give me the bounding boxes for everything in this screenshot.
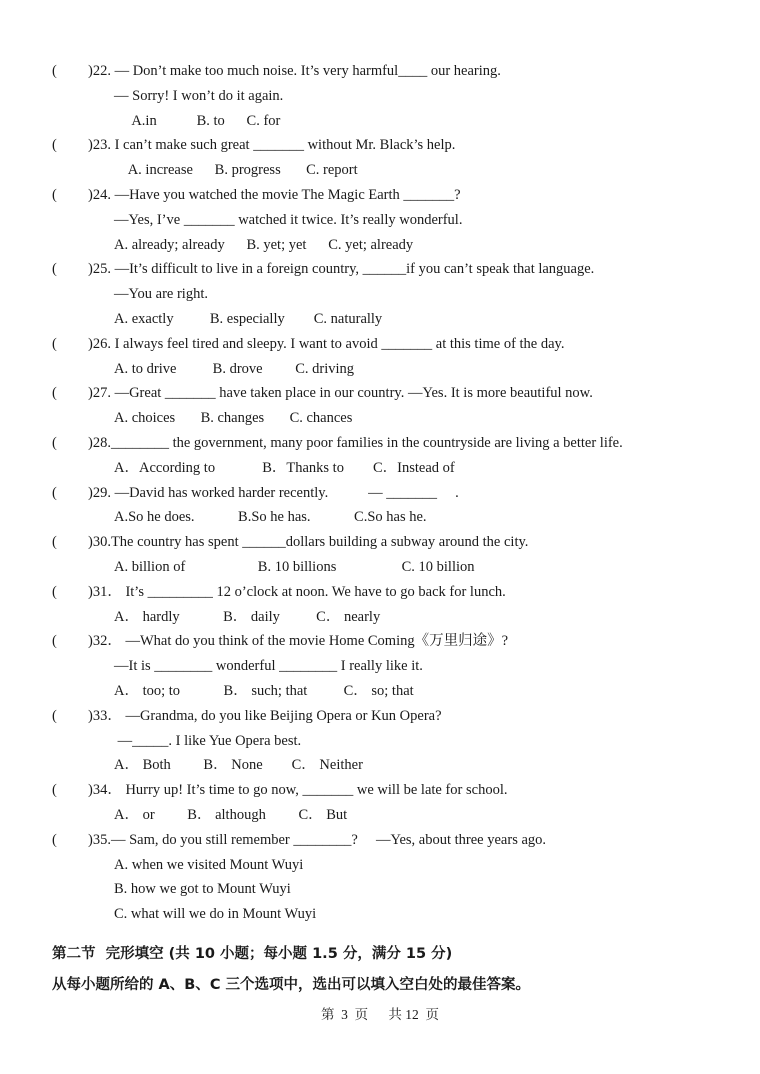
answer-paren: ( xyxy=(52,782,57,799)
question-stem: )28.________ the government, many poor families in the countryside are living a better life. xyxy=(88,435,623,451)
answer-paren: ( xyxy=(52,534,57,551)
question-stem: )30.The country has spent ______dollars building a subway around the city. xyxy=(88,534,529,551)
answer-paren: ( xyxy=(52,335,57,352)
answer-paren: ( xyxy=(52,63,57,79)
question-line: A. exactly B. especially C. naturally xyxy=(114,311,383,327)
answer-paren: ( xyxy=(52,187,57,203)
answer-paren: ( xyxy=(52,831,57,848)
question-line: A． too; to B． such; that C． so; that xyxy=(114,683,414,699)
question-line: A. when we visited Mount Wuyi xyxy=(114,856,304,873)
question-line: A. choices B. changes C. chances xyxy=(114,410,353,427)
question-stem: )29. —David has worked harder recently. — _______ . xyxy=(88,484,459,501)
question-stem: )34． Hurry up! It’s time to go now, _______ we will be late for school. xyxy=(88,782,508,799)
question-line: A． Both B． None C． Neither xyxy=(114,757,363,774)
question-stem: )23. I can’t make such great _______ without Mr. Black’s help. xyxy=(88,137,456,154)
answer-paren: ( xyxy=(52,261,57,278)
question-line: A. increase B. progress C. report xyxy=(114,162,358,179)
question-line: C. what will we do in Mount Wuyi xyxy=(114,906,317,923)
section-title: 第二节 完形填空 (共 10 小题；每小题 1.5 分，满分 15 分) xyxy=(52,946,453,962)
question-stem: )31． It’s _________ 12 o’clock at noon. We have to go back for lunch. xyxy=(88,583,506,600)
question-line: A．According to B．Thanks to C．Instead of xyxy=(114,459,455,476)
question-line: A． hardly B． daily C． nearly xyxy=(114,608,381,625)
question-line: —_____. I like Yue Opera best. xyxy=(114,732,302,749)
question-stem: )35.— Sam, do you still remember ________? —Yes, about three years ago. xyxy=(88,831,547,848)
answer-paren: ( xyxy=(52,583,57,600)
section-instruction: 从每小题所给的 A、B、C 三个选项中，选出可以填入空白处的最佳答案。 xyxy=(52,977,531,993)
question-stem: )33． —Grandma, do you like Beijing Opera or Kun Opera? xyxy=(88,707,442,724)
question-line: A． or B． although C． But xyxy=(114,807,348,823)
answer-paren: ( xyxy=(52,707,57,724)
question-line: —Yes, I’ve _______ watched it twice. It’s really wonderful. xyxy=(114,211,463,228)
question-line: A.in B. to C. for xyxy=(114,112,281,129)
question-line: A. already; already B. yet; yet C. yet; already xyxy=(114,236,414,253)
question-stem: )32． —What do you think of the movie Home Coming《万里归途》? xyxy=(88,633,509,650)
answer-paren: ( xyxy=(52,484,57,501)
answer-paren: ( xyxy=(52,385,57,402)
answer-paren: ( xyxy=(52,137,57,154)
question-line: —You are right. xyxy=(114,286,208,303)
question-line: — Sorry! I won’t do it again. xyxy=(114,87,284,104)
answer-paren: ( xyxy=(52,633,57,650)
question-line: B. how we got to Mount Wuyi xyxy=(114,881,291,898)
question-stem: )26. I always feel tired and sleepy. I want to avoid _______ at this time of the day. xyxy=(88,335,565,352)
question-stem: )27. —Great _______ have taken place in our country. —Yes. It is more beautiful now. xyxy=(88,385,593,402)
question-line: —It is ________ wonderful ________ I really like it. xyxy=(114,658,423,675)
question-stem: )24. —Have you watched the movie The Magic Earth _______? xyxy=(88,187,461,203)
question-line: A.So he does. B.So he has. C.So has he. xyxy=(114,509,427,526)
question-line: A. to drive B. drove C. driving xyxy=(114,360,355,377)
question-stem: )22. — Don’t make too much noise. It’s very harmful____ our hearing. xyxy=(88,63,501,79)
answer-paren: ( xyxy=(52,435,57,451)
question-stem: )25. —It’s difficult to live in a foreign country, ______if you can’t speak that language. xyxy=(88,261,595,278)
page-footer: 第 3 页 共 12 页 xyxy=(320,1007,440,1022)
question-line: A. billion of B. 10 billions C. 10 billion xyxy=(114,559,475,575)
